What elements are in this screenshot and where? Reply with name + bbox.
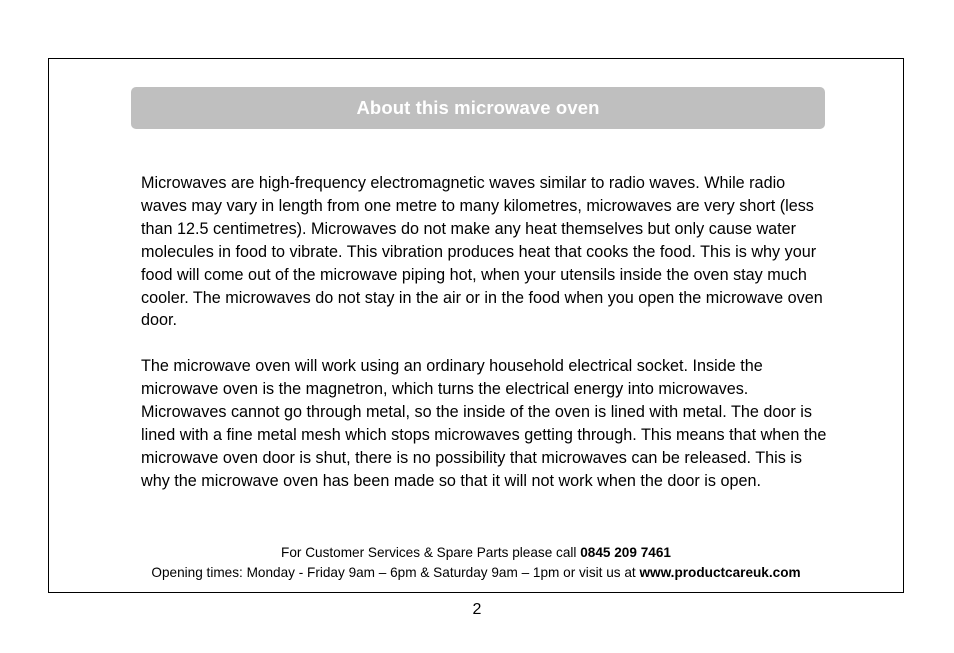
- footer-line-hours: [49, 563, 903, 583]
- body-text: [141, 172, 831, 516]
- page-number: 2: [472, 601, 482, 618]
- footer-phone-number: 0845 209 7461: [580, 545, 671, 560]
- footer-line-phone: [49, 543, 903, 563]
- paragraph-oven-operation: The microwave oven will work using an ordinary household electrical socket. Inside the microwave oven is the magnetron, which turns the electrical energy into microwaves. Microwaves cannot go through metal, so the inside of the oven is lined with metal. The door is lined with a fine metal mesh which stops microwaves getting through. This means that when the microwave oven door is shut, there is no possibility that microwaves can be released. This is why the microwave oven has been made so that it will not work when the door is open.: [141, 357, 827, 490]
- page-frame: [48, 58, 904, 593]
- paragraph-microwaves: Microwaves are high-frequency electromagnetic waves similar to radio waves. While radio waves may vary in length from one metre to many kilometres, microwaves are very short (less than 12.5 centimetres). Microwaves do not make any heat themselves but only cause water molecules in food to vibrate. This vibration produces heat that cooks the food. This is why your food will come out of the microwave piping hot, when your utensils inside the oven stay much cooler. The microwaves do not stay in the air or in the food when you open the microwave oven door.: [141, 174, 823, 330]
- footer-phone-label: For Customer Services & Spare Parts please call: [281, 545, 581, 560]
- section-title: About this microwave oven: [356, 97, 600, 118]
- section-header-bar: [131, 87, 825, 129]
- footer-website: www.productcareuk.com: [639, 565, 801, 580]
- customer-services-footer: [49, 543, 903, 583]
- footer-hours-label: Opening times: Monday - Friday 9am – 6pm & Saturday 9am – 1pm or visit us at: [151, 565, 640, 580]
